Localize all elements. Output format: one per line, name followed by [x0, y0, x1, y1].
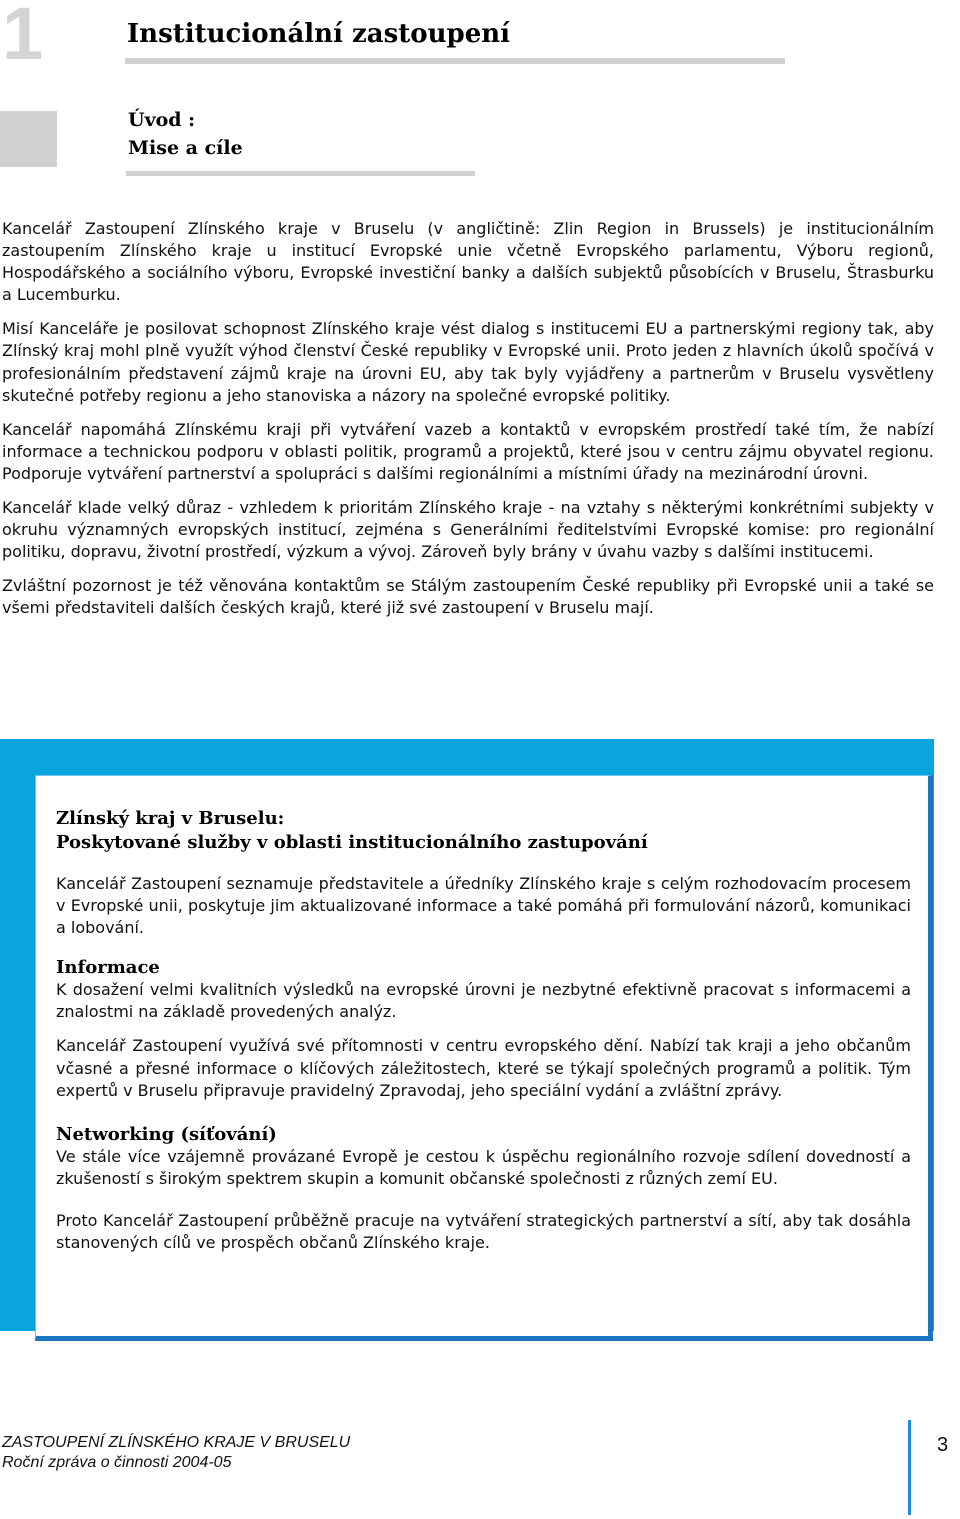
- section-heading: [128, 106, 243, 162]
- section-marker-square: [0, 111, 57, 167]
- intro-paragraph: Misí Kanceláře je posilovat schopnost Zlínského kraje vést dialog s institucemi EU a partnerskými regiony tak, aby Zlínský kraj mohl plně využít výhod členství České republiky v Evropské unii. Proto jeden z hlavních úkolů spočívá v profesionálním představení zájmů kraje na úrovni EU, aby tak byly vyjádřeny a partnerům v Bruselu vysvětleny skutečné potřeby regionu a jeho stanoviska a názory na společné evropské politiky.: [2, 319, 934, 405]
- services-intro-paragraph: Kancelář Zastoupení seznamuje představitele a úředníky Zlínského kraje s celým rozhodovacím procesem v Evropské unii, poskytuje jim aktualizované informace a také pomáhá při formulování názorů, komunikaci a lobování.: [56, 874, 911, 938]
- services-box-content: [56, 807, 911, 1266]
- page-number: 3: [937, 1434, 949, 1456]
- chapter-number: 1: [2, 0, 44, 75]
- intro-paragraph: Kancelář Zastoupení Zlínského kraje v Bruselu (v angličtině: Zlin Region in Brussels) je institucionálním zastoupením Zlínského kraje u institucí Evropské unie včetně Evropského parlamentu, Výboru regionů, Hospodářského a sociálního výboru, Evropské investiční banky a dalších subjektů působících v Bruselu, Štrasburku a Lucemburku.: [2, 219, 934, 305]
- intro-text: [2, 218, 934, 632]
- networking-paragraph: Proto Kancelář Zastoupení průběžně pracuje na vytváření strategických partnerství a sítí, aby tak dosáhla stanovených cílů ve prospěch občanů Zlínského kraje.: [56, 1210, 911, 1253]
- services-box: [35, 775, 933, 1341]
- networking-paragraph: Ve stále více vzájemně provázané Evropě je cestou k úspěchu regionálního rozvoje sdílení dovedností a zkušeností s širokým spektrem skupin a komunit občanské společnosti z různých zemí EU.: [56, 1146, 911, 1188]
- footer-divider: [908, 1420, 911, 1515]
- footer-report-title: Roční zpráva o činnosti 2004-05: [2, 1454, 232, 1471]
- section-underline: [126, 171, 475, 176]
- networking-heading: Networking (síťování): [56, 1123, 277, 1145]
- services-box-heading-line2: Poskytované služby v oblasti institucionálního zastupování: [56, 832, 648, 853]
- informace-heading: Informace: [56, 957, 160, 979]
- title-underline: [125, 58, 785, 64]
- footer-organization: ZASTOUPENÍ ZLÍNSKÉHO KRAJE V BRUSELU: [2, 1434, 351, 1451]
- informace-paragraph: Kancelář Zastoupení využívá své přítomnosti v centru evropského dění. Nabízí tak kraji a jeho občanům včasné a přesné informace o klíčových záležitostech, které se týkají společných programů a politik. Tým expertů v Bruselu připravuje pravidelný Zpravodaj, jeho speciální vydání a zvláštní zprávy.: [56, 1036, 911, 1100]
- intro-paragraph: Kancelář napomáhá Zlínskému kraji při vytváření vazeb a kontaktů v evropském prostředí také tím, že nabízí informace a technickou podporu v oblasti politik, programů a projektů, které jsou v centru zájmu obyvatel regionu. Podporuje vytváření partnerství a spolupráci s dalšími regionálními a místními úřady na mezinárodní úrovni.: [2, 419, 934, 483]
- intro-paragraph: Kancelář klade velký důraz - vzhledem k prioritám Zlínského kraje - na vztahy s některými konkrétními subjekty v okruhu významných evropských institucí, zejména s Generálními ředitelstvími Evropské komise: pro regionální politiku, dopravu, životní prostředí, výzkum a vývoj. Zároveň byly brány v úvahu vazby s dalšími institucemi.: [2, 498, 934, 562]
- services-box-heading: [56, 807, 911, 855]
- chapter-title: Institucionální zastoupení: [127, 19, 511, 49]
- informace-paragraph: K dosažení velmi kvalitních výsledků na evropské úrovni je nezbytné efektivně pracovat s informacemi a znalostmi na základě provedených analýz.: [56, 980, 911, 1022]
- intro-paragraph: Zvláštní pozornost je též věnována kontaktům se Stálým zastoupením České republiky při Evropské unii a také se všemi představiteli dalších českých krajů, které již své zastoupení v Bruselu mají.: [2, 576, 934, 618]
- services-box-heading-line1: Zlínský kraj v Bruselu:: [56, 808, 285, 829]
- section-heading-line2: Mise a cíle: [128, 137, 243, 159]
- section-heading-line1: Úvod :: [128, 109, 196, 131]
